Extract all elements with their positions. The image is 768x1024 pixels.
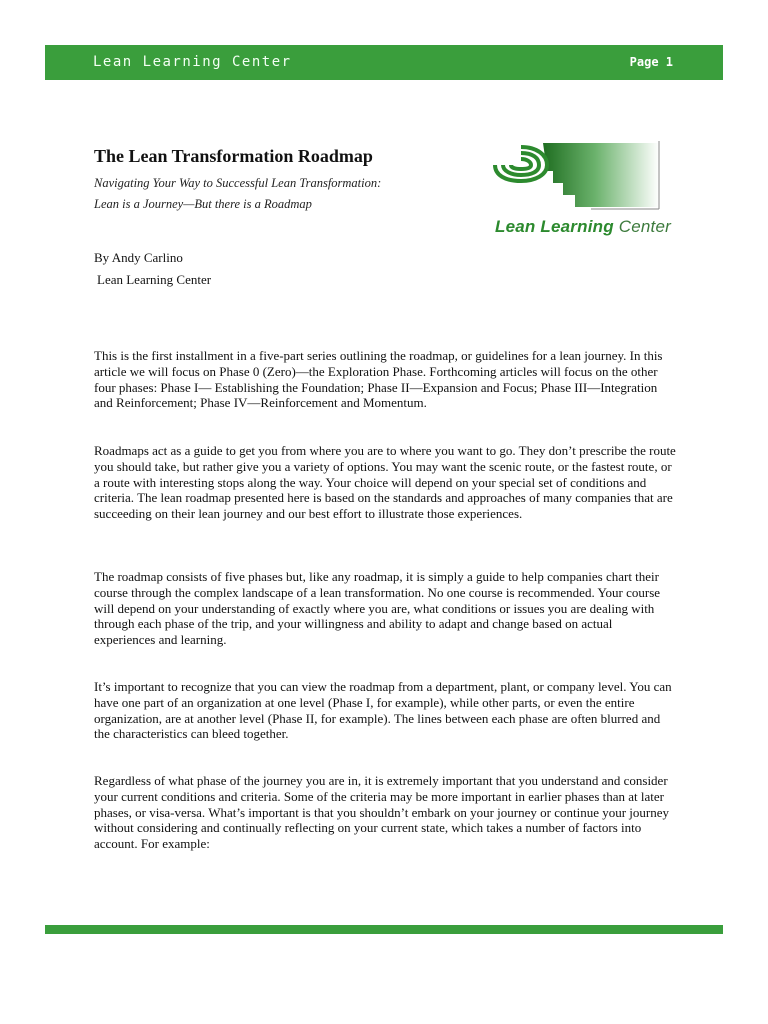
article-subtitle-line1: Navigating Your Way to Successful Lean Transformation: (94, 176, 382, 190)
logo-text-part2: Center (618, 217, 671, 236)
page-number: Page 1 (629, 55, 673, 69)
logo-text (495, 217, 671, 237)
header-title: Lean Learning Center (93, 54, 292, 70)
article-title: The Lean Transformation Roadmap (94, 146, 373, 166)
body-paragraph-3: The roadmap consists of five phases but, like any roadmap, it is simply a guide to help companies chart their course through the complex landscape of a lean transformation. No one course is recommended. Your course will depend on your understanding of exactly where you are, what conditions or issues you are dealing with through each phase of the trip, and your willingness and ability to adapt and change based on actual experiences and learning. (94, 569, 661, 648)
body-paragraph-2: Roadmaps act as a guide to get you from where you are to where you want to go. They don’t prescribe the route you should take, but rather give you a variety of options. You may want the scenic route, or the fastest route, or a route with interesting stops along the way. Your choice will depend on your special set of conditions and criteria. The lean roadmap presented here is based on the standards and approaches of many companies that are succeeding on their lean journey and our best effort to illustrate those experiences. (94, 443, 676, 522)
body-paragraph-1: This is the first installment in a five-part series outlining the roadmap, or guidelines for a lean journey. In this article we will focus on Phase 0 (Zero)—the Exploration Phase. Forthcoming articles will focus on the other four phases: Phase I— Establishing the Foundation; Phase II—Expansion and Focus; Phase III—Integration and Reinforcement; Phase IV—Reinforcement and Momentum. (94, 348, 663, 411)
author-byline: By Andy Carlino (94, 250, 183, 265)
body-paragraph-5: Regardless of what phase of the journey you are in, it is extremely important that you understand and consider your current conditions and criteria. Some of the criteria may be more important in earlier phases than at later phases, or visa-versa. What’s important is that you shouldn’t embark on your journey or continue your journey without considering and continually reflecting on your current state, which takes a number of factors into account. For example: (94, 773, 670, 852)
body-paragraph-4: It’s important to recognize that you can view the roadmap from a department, plant, or company level. You can have one part of an organization at one level (Phase I, for example), while other parts, or even the entire organization, are at another level (Phase II, for example). The lines between each phase are often blurred and the characteristics can bleed together. (94, 679, 672, 742)
header-bar (45, 45, 723, 80)
footer-bar (45, 925, 723, 934)
article-subtitle-line2: Lean is a Journey—But there is a Roadmap (94, 197, 312, 211)
lean-learning-center-logo (491, 137, 687, 241)
logo-text-part1: Lean Learning (495, 217, 614, 236)
spiral-gradient-logo-icon (491, 137, 687, 217)
author-affiliation: Lean Learning Center (97, 272, 212, 287)
